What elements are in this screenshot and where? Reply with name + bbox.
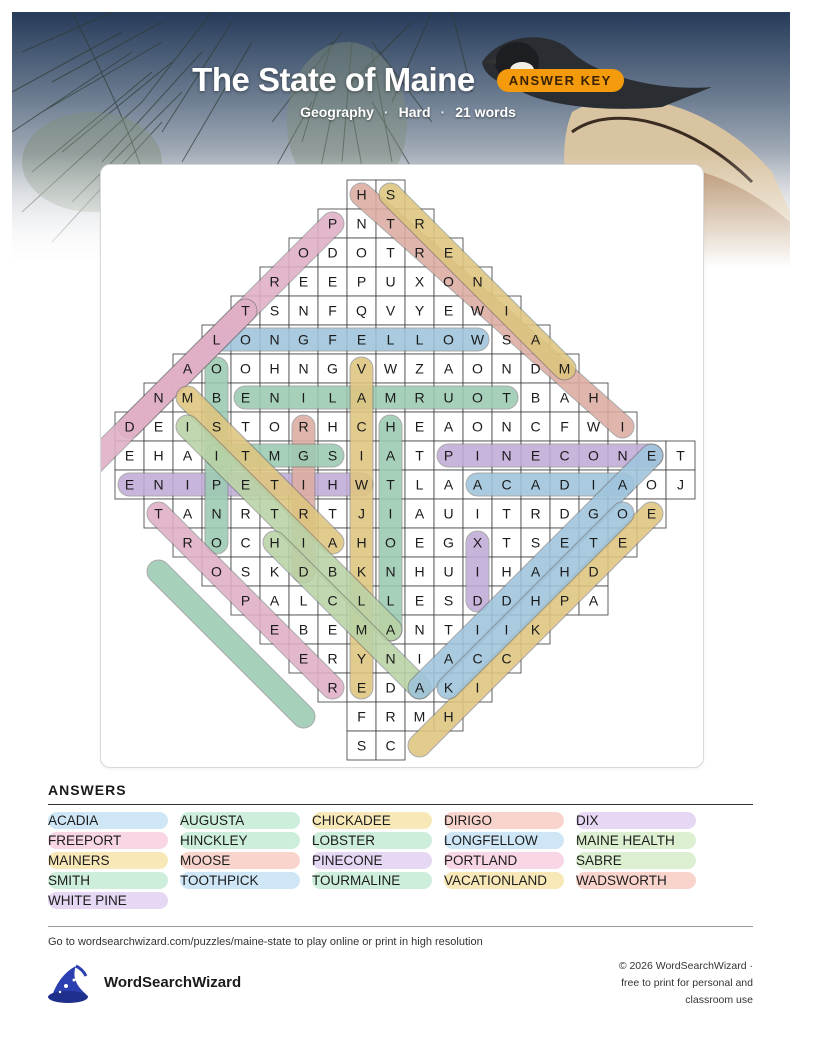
grid-letter: R xyxy=(414,244,425,261)
grid-letter: D xyxy=(385,679,396,696)
grid-letter: I xyxy=(185,418,190,435)
grid-letter: A xyxy=(617,476,628,493)
grid-letter: E xyxy=(269,621,280,638)
grid-letter: J xyxy=(358,505,365,522)
brand-name: WordSearchWizard xyxy=(104,974,242,991)
grid-letter: A xyxy=(530,331,541,348)
grid-letter: I xyxy=(475,447,480,464)
grid-letter: E xyxy=(443,244,454,261)
grid-letter: E xyxy=(240,476,251,493)
grid-letter: A xyxy=(414,505,425,522)
puzzle-card xyxy=(100,164,704,768)
grid-letter: N xyxy=(269,389,280,406)
answer-word: FREEPORT xyxy=(48,832,168,849)
answer-word: WADSWORTH xyxy=(576,872,696,889)
grid-letter: E xyxy=(617,534,628,551)
answer-word: WHITE PINE xyxy=(48,892,168,909)
grid-letter: O xyxy=(211,563,222,580)
word-count-label: 21 words xyxy=(455,104,516,120)
grid-letter: O xyxy=(211,534,222,551)
grid-letter: I xyxy=(475,505,480,522)
grid-letter: A xyxy=(327,534,338,551)
answer-word: VACATIONLAND xyxy=(444,872,564,889)
grid-letter: A xyxy=(443,650,454,667)
grid-letter: E xyxy=(414,418,425,435)
grid-letter: V xyxy=(385,302,396,319)
answer-word: LOBSTER xyxy=(312,832,432,849)
grid-letter: R xyxy=(385,708,396,725)
answer-word: PORTLAND xyxy=(444,852,564,869)
grid-letter: I xyxy=(417,650,422,667)
grid-letter: R xyxy=(298,505,309,522)
grid-letter: P xyxy=(211,476,222,493)
grid-letter: L xyxy=(415,331,424,348)
answer-word: DIX xyxy=(576,812,696,829)
grid-letter: O xyxy=(240,331,251,348)
grid-letter: C xyxy=(472,650,483,667)
grid-letter: L xyxy=(328,389,337,406)
grid-letter: C xyxy=(240,534,251,551)
grid-letter: H xyxy=(385,418,396,435)
grid-letter: G xyxy=(588,505,599,522)
grid-letter: W xyxy=(470,302,485,319)
copyright-text xyxy=(573,958,753,1009)
grid-letter: O xyxy=(472,360,483,377)
grid-letter: T xyxy=(386,244,395,261)
grid-letter: T xyxy=(154,505,163,522)
grid-letter: I xyxy=(504,621,509,638)
grid-letter: E xyxy=(356,331,367,348)
grid-letter: G xyxy=(298,447,309,464)
grid-letter: D xyxy=(588,563,599,580)
grid-letter: T xyxy=(270,476,279,493)
answer-word: ACADIA xyxy=(48,812,168,829)
grid-letter: P xyxy=(240,592,251,609)
grid-letter: A xyxy=(385,621,396,638)
grid-letter: M xyxy=(181,389,194,406)
answer-word: SMITH xyxy=(48,872,168,889)
answer-word: AUGUSTA xyxy=(180,812,300,829)
grid-letter: B xyxy=(530,389,541,406)
grid-letter: E xyxy=(298,650,309,667)
grid-letter: N xyxy=(385,650,396,667)
grid-letter: I xyxy=(301,476,306,493)
grid-letter: R xyxy=(269,273,280,290)
grid-letter: U xyxy=(443,505,454,522)
grid-letter: P xyxy=(327,215,338,232)
play-online-text: Go to wordsearchwizard.com/puzzles/maine-state to play online or print in high resolution xyxy=(48,936,483,948)
grid-letter: A xyxy=(269,592,280,609)
grid-letter: M xyxy=(413,708,426,725)
answer-word: TOURMALINE xyxy=(312,872,432,889)
grid-letter: I xyxy=(301,389,306,406)
grid-letter: C xyxy=(559,447,570,464)
grid-letter: C xyxy=(385,737,396,754)
grid-letter: H xyxy=(559,563,570,580)
grid-letter: A xyxy=(182,505,193,522)
grid-letter: W xyxy=(354,476,369,493)
grid-letter: C xyxy=(501,476,512,493)
grid-letter: I xyxy=(475,679,480,696)
difficulty-label: Hard xyxy=(398,104,431,120)
grid-letter: M xyxy=(558,360,571,377)
grid-letter: B xyxy=(211,389,222,406)
grid-letter: O xyxy=(385,534,396,551)
grid-letter: N xyxy=(385,563,396,580)
grid-letter: D xyxy=(559,476,570,493)
grid-letter: B xyxy=(327,563,338,580)
grid-letter: A xyxy=(182,360,193,377)
answer-word: TOOTHPICK xyxy=(180,872,300,889)
grid-letter: B xyxy=(298,621,309,638)
answer-word: PINECONE xyxy=(312,852,432,869)
grid-letter: P xyxy=(559,592,570,609)
grid-letter: T xyxy=(386,476,395,493)
grid-letter: X xyxy=(472,534,483,551)
grid-letter: A xyxy=(414,679,425,696)
grid-letter: N xyxy=(298,360,309,377)
grid-letter: V xyxy=(356,360,367,377)
grid-letter: H xyxy=(356,534,367,551)
grid-letter: E xyxy=(530,447,541,464)
grid-letter: L xyxy=(386,331,395,348)
grid-letter: O xyxy=(617,505,628,522)
grid-letter: N xyxy=(501,360,512,377)
grid-letter: P xyxy=(356,273,367,290)
grid-letter: R xyxy=(298,418,309,435)
answer-word: MAINE HEALTH xyxy=(576,832,696,849)
grid-letter: L xyxy=(212,331,221,348)
grid-letter: S xyxy=(501,331,512,348)
grid-letter: D xyxy=(559,505,570,522)
grid-letter: G xyxy=(327,360,338,377)
grid-letter: K xyxy=(530,621,541,638)
grid-letter: I xyxy=(475,563,480,580)
grid-letter: A xyxy=(472,476,483,493)
grid-letter: E xyxy=(124,447,135,464)
grid-letter: I xyxy=(591,476,596,493)
grid-letter: D xyxy=(124,418,135,435)
grid-letter: N xyxy=(153,476,164,493)
grid-letter: O xyxy=(646,476,657,493)
grid-letter: E xyxy=(153,418,164,435)
answers-divider xyxy=(48,804,753,805)
grid-letter: H xyxy=(414,563,425,580)
grid-letter: A xyxy=(530,563,541,580)
grid-letter: L xyxy=(299,592,308,609)
grid-letter: P xyxy=(443,447,454,464)
grid-letter: R xyxy=(182,534,193,551)
grid-letter: K xyxy=(443,679,454,696)
grid-letter: T xyxy=(415,447,424,464)
grid-letter: R xyxy=(414,215,425,232)
answer-word: MOOSE xyxy=(180,852,300,869)
grid-letter: I xyxy=(504,302,509,319)
grid-letter: H xyxy=(530,592,541,609)
grid-letter: O xyxy=(211,360,222,377)
grid-letter: R xyxy=(240,505,251,522)
grid-letter: I xyxy=(620,418,625,435)
grid-letter: O xyxy=(443,331,454,348)
word-search-grid xyxy=(101,165,703,767)
puzzle-meta xyxy=(0,104,816,120)
grid-letter: E xyxy=(646,447,657,464)
grid-letter: C xyxy=(501,650,512,667)
grid-letter: T xyxy=(444,621,453,638)
grid-letter: A xyxy=(559,389,570,406)
grid-letter: A xyxy=(530,476,541,493)
grid-letter: D xyxy=(298,563,309,580)
grid-letter: K xyxy=(356,563,367,580)
grid-letter: C xyxy=(530,418,541,435)
grid-letter: H xyxy=(269,360,280,377)
grid-letter: A xyxy=(385,447,396,464)
grid-letter: T xyxy=(589,534,598,551)
grid-letter: D xyxy=(472,592,483,609)
grid-letter: N xyxy=(501,418,512,435)
grid-letter: I xyxy=(185,476,190,493)
grid-letter: N xyxy=(501,447,512,464)
grid-letter: S xyxy=(211,418,222,435)
grid-letter: O xyxy=(472,418,483,435)
grid-letter: N xyxy=(472,273,483,290)
grid-letter: E xyxy=(356,679,367,696)
grid-letter: T xyxy=(502,389,511,406)
grid-letter: E xyxy=(327,273,338,290)
grid-letter: H xyxy=(443,708,454,725)
grid-letter: U xyxy=(385,273,396,290)
grid-letter: G xyxy=(443,534,454,551)
grid-letter: J xyxy=(677,476,684,493)
meta-separator: · xyxy=(440,104,446,120)
grid-letter: H xyxy=(588,389,599,406)
grid-letter: E xyxy=(414,592,425,609)
grid-letter: M xyxy=(384,389,397,406)
grid-letter: C xyxy=(356,418,367,435)
grid-letter: E xyxy=(559,534,570,551)
grid-letter: R xyxy=(530,505,541,522)
grid-letter: N xyxy=(617,447,628,464)
answer-word: SABRE xyxy=(576,852,696,869)
grid-letter: T xyxy=(502,505,511,522)
grid-letter: U xyxy=(443,563,454,580)
grid-letter: O xyxy=(472,389,483,406)
grid-letter: E xyxy=(443,302,454,319)
grid-letter: H xyxy=(153,447,164,464)
grid-letter: I xyxy=(359,447,364,464)
grid-letter: Y xyxy=(414,302,425,319)
subject-label: Geography xyxy=(300,104,374,120)
grid-letter: E xyxy=(414,534,425,551)
answer-word: CHICKADEE xyxy=(312,812,432,829)
grid-letter: S xyxy=(356,737,367,754)
answer-key-badge: ANSWER KEY xyxy=(497,69,624,92)
grid-letter: T xyxy=(241,302,250,319)
grid-letter: D xyxy=(501,592,512,609)
grid-letter: O xyxy=(356,244,367,261)
copyright-line: classroom use xyxy=(685,994,753,1006)
grid-letter: X xyxy=(414,273,425,290)
grid-letter: I xyxy=(301,534,306,551)
answer-word: HINCKLEY xyxy=(180,832,300,849)
grid-letter: H xyxy=(269,534,280,551)
grid-letter: S xyxy=(443,592,454,609)
grid-letter: L xyxy=(415,476,424,493)
grid-letter: T xyxy=(502,534,511,551)
grid-letter: I xyxy=(388,505,393,522)
grid-letter: N xyxy=(269,331,280,348)
grid-letter: T xyxy=(241,447,250,464)
grid-letter: N xyxy=(153,389,164,406)
grid-letter: R xyxy=(414,389,425,406)
grid-letter: A xyxy=(443,418,454,435)
footer-divider xyxy=(48,926,753,927)
grid-letter: T xyxy=(270,505,279,522)
grid-letter: C xyxy=(327,592,338,609)
grid-letter: I xyxy=(214,447,219,464)
grid-letter: D xyxy=(327,244,338,261)
grid-letter: K xyxy=(269,563,280,580)
grid-letter: M xyxy=(355,621,368,638)
grid-letter: U xyxy=(443,389,454,406)
grid-letter: N xyxy=(298,302,309,319)
grid-letter: A xyxy=(443,360,454,377)
grid-letter: Z xyxy=(415,360,424,377)
title-row xyxy=(0,58,816,102)
grid-letter: F xyxy=(328,331,337,348)
grid-letter: S xyxy=(269,302,280,319)
grid-letter: E xyxy=(327,621,338,638)
grid-letter: W xyxy=(586,418,601,435)
grid-letter: F xyxy=(357,708,366,725)
grid-letter: G xyxy=(298,331,309,348)
meta-separator: · xyxy=(383,104,389,120)
grid-letter: R xyxy=(327,650,338,667)
grid-letter: N xyxy=(356,215,367,232)
grid-letter: A xyxy=(588,592,599,609)
grid-letter: O xyxy=(298,244,309,261)
grid-letter: W xyxy=(470,331,485,348)
grid-letter: E xyxy=(240,389,251,406)
answer-word: MAINERS xyxy=(48,852,168,869)
grid-letter: O xyxy=(269,418,280,435)
answer-word: DIRIGO xyxy=(444,812,564,829)
wizard-hat-icon xyxy=(46,964,94,1006)
grid-letter: E xyxy=(124,476,135,493)
grid-letter: T xyxy=(241,418,250,435)
page-title: The State of Maine xyxy=(192,61,475,98)
grid-letter: W xyxy=(383,360,398,377)
grid-letter: A xyxy=(182,447,193,464)
grid-letter: H xyxy=(327,476,338,493)
grid-letter: N xyxy=(211,505,222,522)
answers-heading: ANSWERS xyxy=(48,782,127,798)
grid-letter: A xyxy=(443,476,454,493)
grid-letter: S xyxy=(385,186,396,203)
grid-letter: F xyxy=(560,418,569,435)
grid-letter: L xyxy=(357,592,366,609)
grid-letter: S xyxy=(327,447,338,464)
grid-letter: O xyxy=(443,273,454,290)
grid-letter: F xyxy=(328,302,337,319)
grid-letter: T xyxy=(386,215,395,232)
grid-letter: E xyxy=(646,505,657,522)
grid-letter: H xyxy=(501,563,512,580)
answer-word: LONGFELLOW xyxy=(444,832,564,849)
grid-letter: H xyxy=(327,418,338,435)
grid-letter: T xyxy=(676,447,685,464)
copyright-line: © 2026 WordSearchWizard · xyxy=(618,960,753,972)
grid-letter: I xyxy=(475,621,480,638)
grid-letter: O xyxy=(240,360,251,377)
grid-letter: S xyxy=(240,563,251,580)
grid-letter: S xyxy=(530,534,541,551)
grid-letter: Y xyxy=(356,650,367,667)
grid-letter: D xyxy=(530,360,541,377)
copyright-line: free to print for personal and xyxy=(621,977,753,989)
grid-letter: A xyxy=(356,389,367,406)
grid-letter: N xyxy=(414,621,425,638)
grid-letter: T xyxy=(328,505,337,522)
grid-letter: R xyxy=(327,679,338,696)
grid-letter: M xyxy=(268,447,281,464)
grid-letter: L xyxy=(386,592,395,609)
grid-letter: O xyxy=(588,447,599,464)
grid-letter: H xyxy=(356,186,367,203)
grid-letter: Q xyxy=(356,302,367,319)
grid-letter: E xyxy=(298,273,309,290)
